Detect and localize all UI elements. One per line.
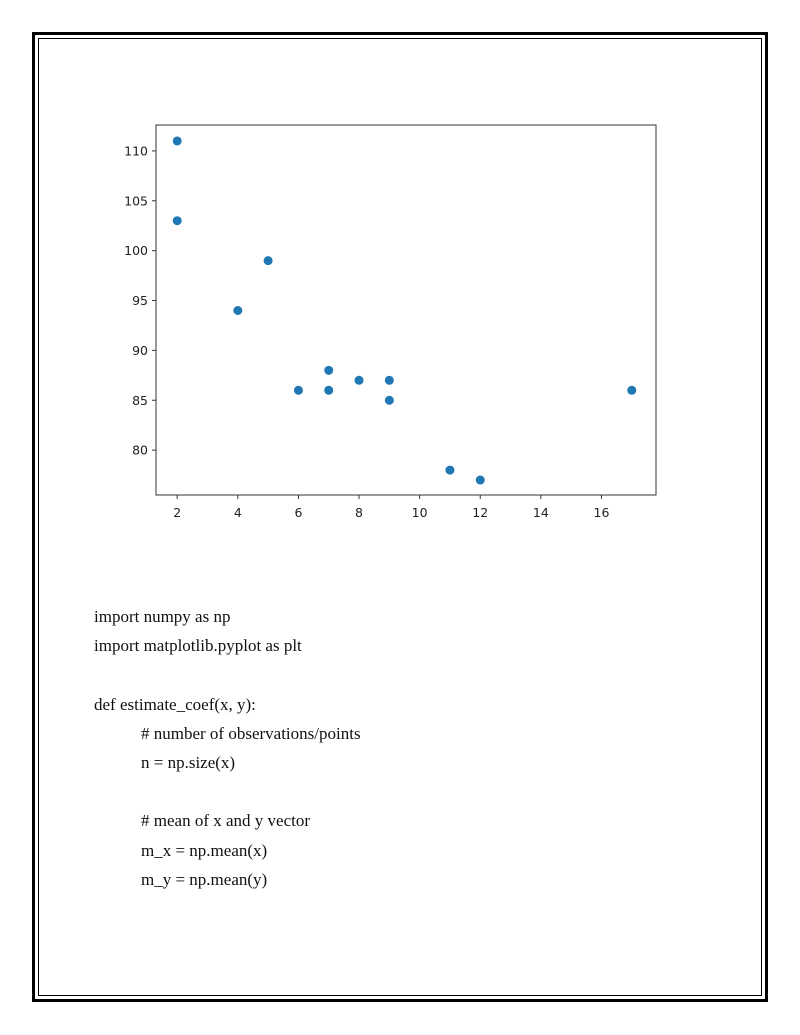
y-tick-label: 105 [124,193,148,209]
data-point [173,136,182,145]
x-axis [173,495,609,520]
data-point [324,366,333,375]
data-point [385,396,394,405]
x-tick-label: 16 [593,505,610,520]
plot-area [156,125,656,495]
code-line [94,777,714,806]
code-line: m_y = np.mean(y) [141,869,268,889]
code-line: # mean of x and y vector [141,811,310,831]
code-line [94,660,714,689]
x-tick-label: 14 [532,505,549,520]
data-point [264,256,273,265]
y-tick-label: 95 [132,293,148,309]
data-point [294,386,303,395]
data-point [173,216,182,225]
y-tick-label: 90 [132,342,148,358]
y-tick-label: 85 [132,392,148,408]
x-tick-label: 8 [355,505,364,520]
data-point [445,466,454,475]
y-tick-label: 100 [124,243,148,259]
code-block [94,602,714,894]
data-point [385,376,394,385]
y-tick-label: 80 [132,442,148,458]
data-point [355,376,364,385]
x-tick-label: 10 [411,505,428,520]
code-line: n = np.size(x) [141,752,236,772]
code-line: # number of observations/points [141,723,361,743]
code-line: m_x = np.mean(x) [141,840,268,860]
data-point [627,386,636,395]
x-tick-label: 6 [294,505,303,520]
data-point [233,306,242,315]
code-line: import numpy as np [94,607,231,626]
x-tick-label: 12 [472,505,489,520]
x-tick-label: 2 [173,505,182,520]
code-line: import matplotlib.pyplot as plt [94,636,302,656]
code-line: def estimate_coef(x, y): [94,694,256,714]
x-tick-label: 4 [233,505,242,520]
y-tick-label: 110 [124,143,148,159]
data-point [476,476,485,485]
data-point [324,386,333,395]
y-axis [124,143,156,457]
